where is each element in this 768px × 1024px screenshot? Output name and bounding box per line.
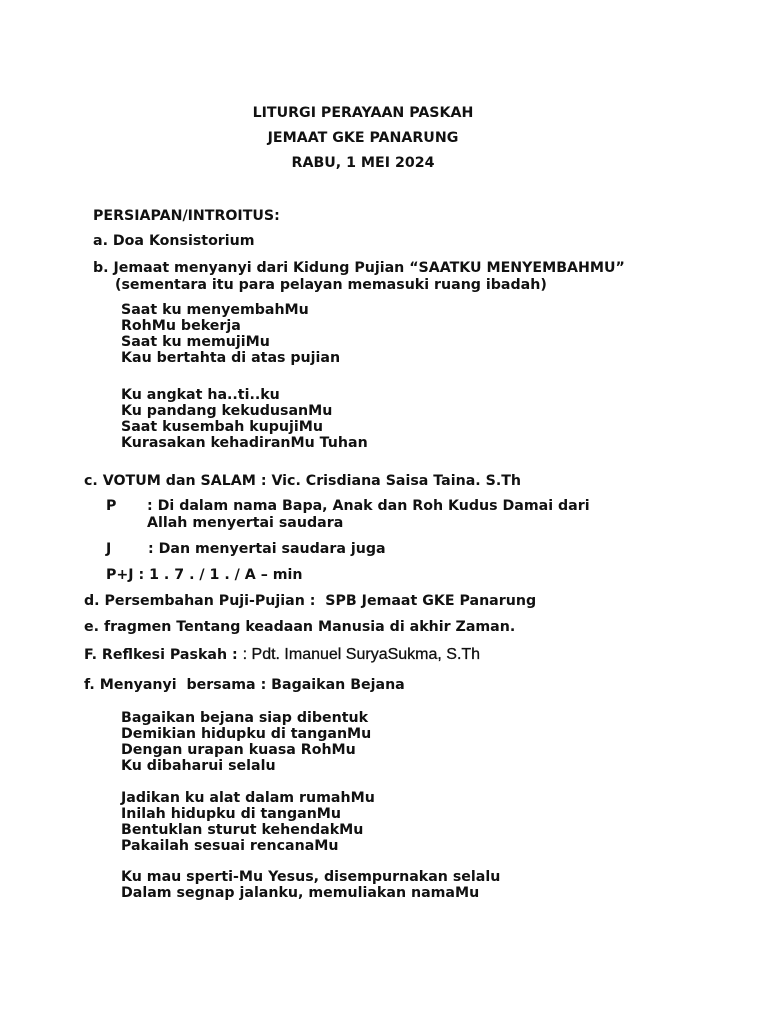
p-text: : Di dalam nama Bapa, Anak dan Roh Kudus Damai dari — [147, 498, 590, 514]
lyric-line: Kau bertahta di atas pujian — [121, 350, 341, 366]
lyric-line: Bentuklan sturut kehendakMu — [121, 822, 364, 838]
j-text: : Dan menyertai saudara juga — [148, 541, 386, 557]
item-a: a. Doa Konsistorium — [93, 233, 255, 249]
item-b: b. Jemaat menyanyi dari Kidung Pujian “SAATKU MENYEMBAHMU” — [93, 260, 625, 276]
lyric-line: Jadikan ku alat dalam rumahMu — [121, 790, 375, 806]
lyric-line: Ku angkat ha..ti..ku — [121, 387, 280, 403]
lyric-line: Saat ku menyembahMu — [121, 302, 309, 318]
congregation-name: JEMAAT GKE PANARUNG — [267, 130, 459, 146]
lyric-line: Ku dibaharui selalu — [121, 758, 276, 774]
lyric-line: Saat kusembah kupujiMu — [121, 419, 323, 435]
lyric-line: Inilah hidupku di tanganMu — [121, 806, 342, 822]
lyric-line: Dengan urapan kuasa RohMu — [121, 742, 356, 758]
p-text: Allah menyertai saudara — [147, 515, 344, 531]
lyric-line: RohMu bekerja — [121, 318, 241, 334]
item-F-label: F. Reflkesi Paskah : — [84, 647, 243, 663]
item-F — [84, 647, 480, 663]
lyric-line: Dalam segnap jalanku, memuliakan namaMu — [121, 885, 480, 901]
lyric-line: Demikian hidupku di tanganMu — [121, 726, 372, 742]
lyric-line: Bagaikan bejana siap dibentuk — [121, 710, 369, 726]
lyric-line: Saat ku memujiMu — [121, 334, 270, 350]
j-label: J — [106, 541, 112, 557]
item-F-speaker: : Pdt. Imanuel SuryaSukma, S.Th — [242, 646, 481, 663]
lyric-line: Ku mau sperti-Mu Yesus, disempurnakan selalu — [121, 869, 501, 885]
p-label: P — [106, 498, 117, 514]
pj-line: P+J : 1 . 7 . / 1 . / A – min — [106, 567, 303, 583]
document-title: LITURGI PERAYAAN PASKAH — [252, 105, 474, 121]
service-date: RABU, 1 MEI 2024 — [291, 155, 435, 171]
item-d: d. Persembahan Puji-Pujian : SPB Jemaat GKE Panarung — [84, 593, 537, 609]
item-e: e. fragmen Tentang keadaan Manusia di akhir Zaman. — [84, 619, 516, 635]
lyric-line: Pakailah sesuai rencanaMu — [121, 838, 339, 854]
item-b-note: (sementara itu para pelayan memasuki ruang ibadah) — [115, 277, 547, 293]
lyric-line: Kurasakan kehadiranMu Tuhan — [121, 435, 368, 451]
section-heading: PERSIAPAN/INTROITUS: — [93, 208, 280, 224]
item-f: f. Menyanyi bersama : Bagaikan Bejana — [84, 677, 405, 693]
lyric-line: Ku pandang kekudusanMu — [121, 403, 333, 419]
item-c: c. VOTUM dan SALAM : Vic. Crisdiana Saisa Taina. S.Th — [84, 473, 521, 489]
